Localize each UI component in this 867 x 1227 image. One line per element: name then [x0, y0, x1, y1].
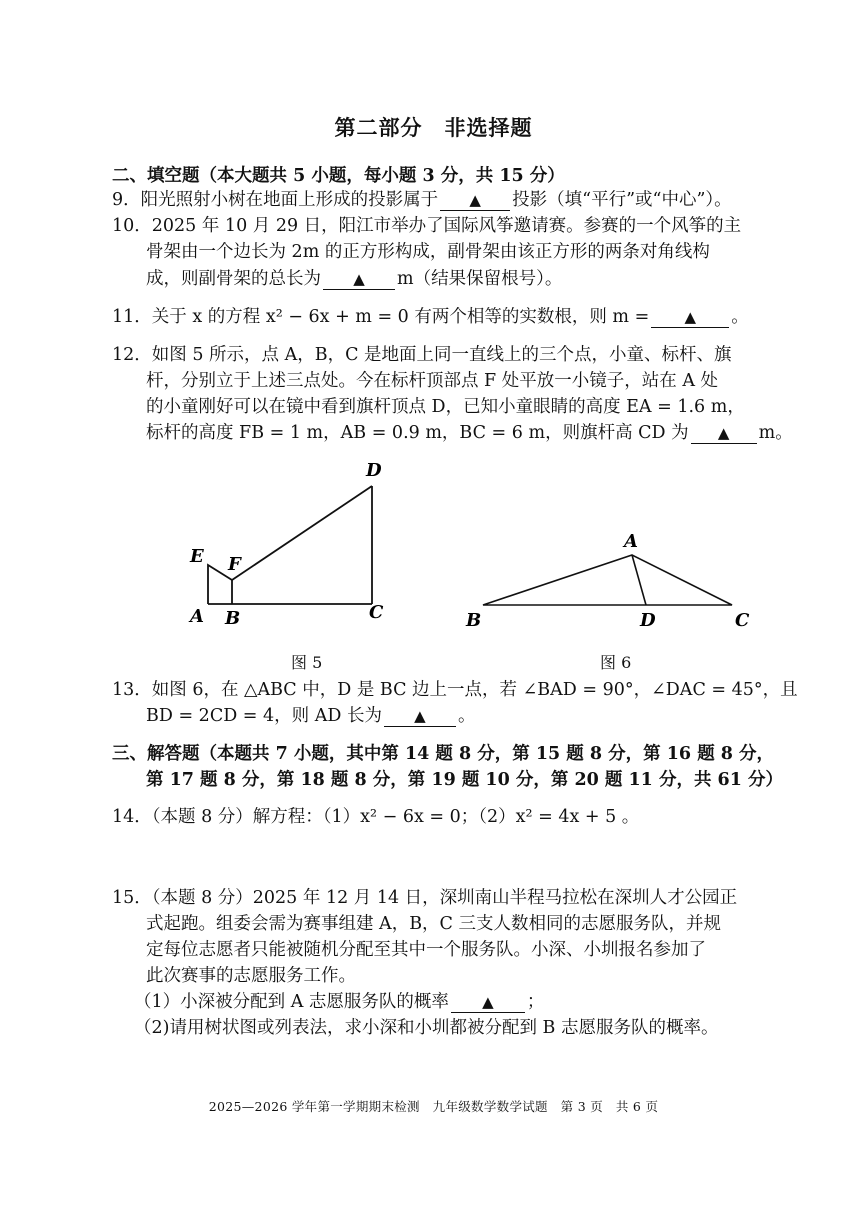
q15-sub1-after: ；: [526, 992, 545, 1012]
sight-line: [232, 486, 372, 580]
question-15-sub2: （2)请用树状图或列表法，求小深和小圳都被分配到 B 志愿服务队的概率。: [134, 1018, 719, 1038]
question-12-line2: 杆，分别立于上述三点处。今在标杆顶部点 F 处平放一小镜子，站在 A 处: [146, 371, 719, 391]
figure-5-caption: 图 5: [291, 653, 323, 672]
q15-sub1-text: （1）小深被分配到 A 志愿服务队的概率: [134, 992, 449, 1012]
label-a: A: [624, 531, 638, 552]
question-12-line3: 的小童刚好可以在镜中看到旗杆顶点 D，已知小童眼睛的高度 EA = 1.6 m，: [146, 397, 745, 417]
label-a: A: [190, 606, 204, 627]
question-11: [112, 305, 749, 329]
q10-text-before: 成，则副骨架的总长为: [146, 269, 321, 289]
question-15-line3: 定每位志愿者只能被随机分配至其中一个服务队。小深、小圳报名参加了: [146, 940, 706, 960]
q13-text-after: 。: [457, 706, 476, 726]
solve-section-heading-line1: 三、解答题（本题共 7 小题，其中第 14 题 8 分，第 15 题 8 分，第 16 题 8 分，: [112, 744, 775, 764]
question-10-line3: [146, 267, 562, 291]
figure-6-diagram: [460, 525, 760, 635]
label-d: D: [366, 460, 382, 481]
label-d: D: [640, 610, 656, 631]
question-12-line4: [146, 421, 793, 445]
q12-text-before: 标杆的高度 FB = 1 m，AB = 0.9 m，BC = 6 m，则旗杆高 CD 为: [146, 423, 689, 443]
q11-text-after: 。: [731, 307, 749, 327]
question-12-line1: 12．如图 5 所示，点 A，B，C 是地面上同一直线上的三个点，小童、标杆、旗: [112, 345, 732, 365]
question-15-sub1: [134, 990, 544, 1014]
q9-answer-blank: ▲: [440, 190, 510, 211]
page-title: 第二部分 非选择题: [334, 115, 533, 140]
q11-answer-blank: ▲: [651, 307, 729, 328]
label-c: C: [369, 602, 384, 623]
fill-section-heading: 二、填空题（本大题共 5 小题，每小题 3 分，共 15 分）: [112, 166, 565, 186]
q9-text-before: 9．阳光照射小树在地面上形成的投影属于: [112, 190, 439, 210]
question-9: [112, 188, 732, 212]
question-14: 14．（本题 8 分）解方程：（1）x² − 6x = 0；（2）x² = 4x + 5 。: [112, 807, 640, 827]
question-13-line1: 13．如图 6，在 △ABC 中，D 是 BC 边上一点，若 ∠BAD = 90°，∠DAC = 45°，且: [112, 680, 798, 700]
label-b: B: [466, 610, 482, 631]
q10-text-after: m（结果保留根号）。: [397, 269, 563, 289]
q10-answer-blank: ▲: [323, 269, 395, 290]
q15-sub1-answer-blank: ▲: [451, 992, 525, 1013]
page-footer: 2025—2026 学年第一学期期末检测 九年级数学数学试题 第 3 页 共 6 页: [208, 1099, 659, 1114]
label-e: E: [190, 546, 204, 567]
question-10-line1: 10．2025 年 10 月 29 日，阳江市举办了国际风筝邀请赛。参赛的一个风筝的主: [112, 216, 742, 236]
label-f: F: [228, 554, 241, 575]
question-10-line2: 骨架由一个边长为 2m 的正方形构成，副骨架由该正方形的两条对角线构: [146, 242, 710, 262]
q13-answer-blank: ▲: [384, 706, 456, 727]
q12-text-after: m。: [758, 423, 793, 443]
q12-answer-blank: ▲: [691, 423, 757, 444]
question-15-line1: 15．（本题 8 分）2025 年 12 月 14 日，深圳南山半程马拉松在深圳人才公园正: [112, 888, 738, 908]
segment-ad: [632, 555, 646, 605]
solve-section-heading-line2: 第 17 题 8 分，第 18 题 8 分，第 19 题 10 分，第 20 题 11 分，共 61 分）: [146, 770, 783, 790]
q9-text-after: 投影（填“平行”或“中心”）。: [512, 190, 732, 210]
question-15-line4: 此次赛事的志愿服务工作。: [146, 966, 356, 986]
q11-text-before: 11．关于 x 的方程 x² − 6x + m = 0 有两个相等的实数根，则 m =: [112, 307, 650, 327]
triangle-abc: [483, 555, 732, 605]
label-c: C: [735, 610, 750, 631]
question-13-line2: [146, 704, 475, 728]
label-b: B: [225, 608, 241, 629]
figure-5-diagram: [170, 450, 410, 640]
figure-6-caption: 图 6: [600, 653, 632, 672]
question-15-line2: 式起跑。组委会需为赛事组建 A，B，C 三支人数相同的志愿服务队，并规: [146, 914, 722, 934]
q13-text-before: BD = 2CD = 4，则 AD 长为: [146, 706, 382, 726]
